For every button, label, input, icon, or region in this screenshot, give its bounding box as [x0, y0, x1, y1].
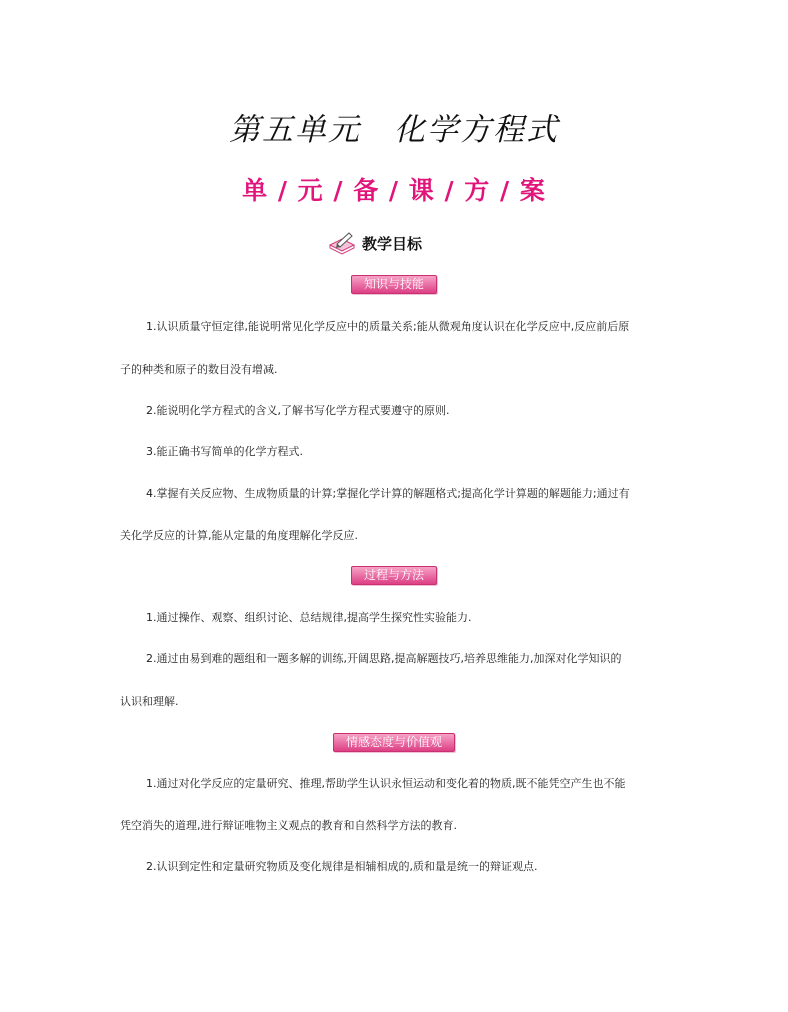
- unit-subtitle: 单 / 元 / 备 / 课 / 方 / 案: [242, 176, 546, 205]
- section-badge-knowledge: 知识与技能: [351, 275, 437, 294]
- paragraph-line: 关化学反应的计算,能从定量的角度理解化学反应.: [120, 529, 358, 542]
- goal-heading-label: 教学目标: [362, 234, 423, 253]
- paragraph-line: 1.通过对化学反应的定量研究、推理,帮助学生认识永恒运动和变化着的物质,既不能凭空产生也不能: [146, 777, 626, 790]
- paragraph-line: 4.掌握有关反应物、生成物质量的计算;掌握化学计算的解题格式;提高化学计算题的解题能力;通过有: [146, 487, 630, 500]
- goal-heading: [328, 231, 422, 255]
- paragraph-line: 3.能正确书写简单的化学方程式.: [146, 445, 303, 458]
- paragraph-line: 1.通过操作、观察、组织讨论、总结规律,提高学生探究性实验能力.: [146, 611, 472, 624]
- book-pen-icon: [328, 231, 356, 255]
- paragraph-line: 子的种类和原子的数目没有增减.: [120, 363, 278, 376]
- paragraph-line: 凭空消失的道理,进行辩证唯物主义观点的教育和自然科学方法的教育.: [120, 819, 457, 832]
- paragraph-line: 2.通过由易到难的题组和一题多解的训练,开阔思路,提高解题技巧,培养思维能力,加深对化学知识的: [146, 652, 622, 665]
- paragraph-line: 1.认识质量守恒定律,能说明常见化学反应中的质量关系;能从微观角度认识在化学反应中,反应前后原: [146, 320, 630, 333]
- paragraph-line: 认识和理解.: [120, 695, 179, 708]
- paragraph-line: 2.能说明化学方程式的含义,了解书写化学方程式要遵守的原则.: [146, 404, 450, 417]
- paragraph-line: 2.认识到定性和定量研究物质及变化规律是相辅相成的,质和量是统一的辩证观点.: [146, 860, 538, 873]
- page-title: 第五单元 化学方程式: [229, 112, 559, 148]
- section-badge-attitude: 情感态度与价值观: [333, 733, 455, 752]
- section-badge-process: 过程与方法: [351, 566, 437, 585]
